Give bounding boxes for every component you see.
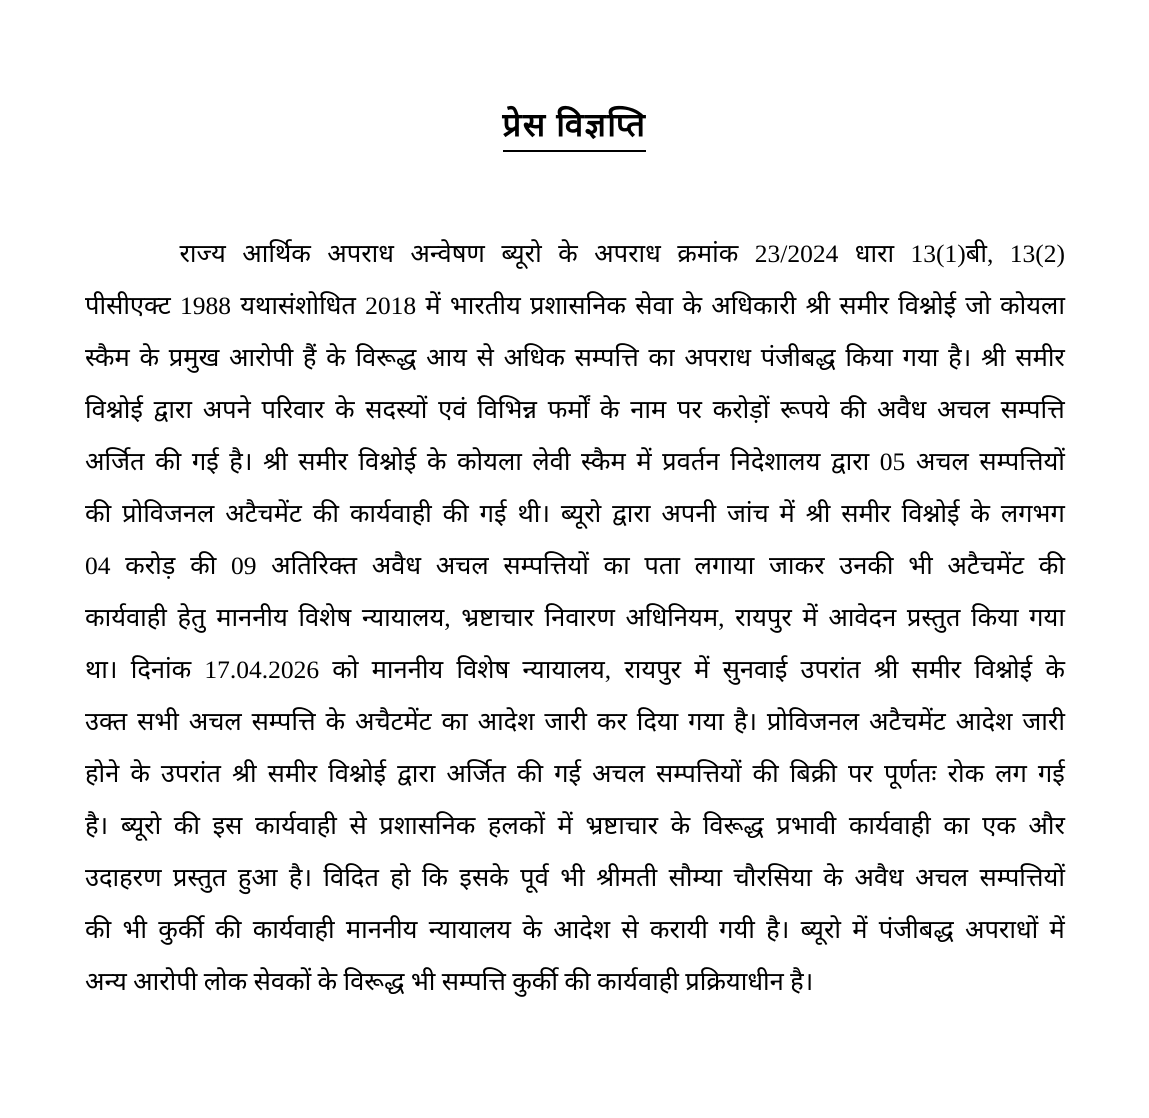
word: भी — [908, 551, 933, 580]
word: भ्रष्टाचार — [585, 811, 659, 840]
word: पंजीबद्ध — [760, 343, 836, 372]
word: हुआ — [237, 863, 278, 892]
word: विश्नोई — [85, 395, 143, 424]
word: आवेदन — [828, 603, 897, 632]
word: न्यायालय, — [361, 603, 451, 632]
word: अधिक — [503, 343, 565, 372]
word: आर्थिक — [242, 239, 311, 268]
word: है। — [766, 915, 790, 944]
paragraph-line — [85, 488, 1065, 540]
word: की — [85, 915, 112, 944]
word: गया — [688, 707, 724, 736]
word: ब्यूरो — [800, 915, 842, 944]
word: है। — [948, 343, 972, 372]
word: का — [943, 811, 970, 840]
word: पर — [676, 395, 702, 424]
word: प्रस्तुत — [172, 863, 227, 892]
word: स्कैम — [581, 447, 626, 476]
word: कोयला — [456, 447, 522, 476]
word: 09 — [230, 551, 257, 580]
word: से — [476, 343, 494, 372]
word: की — [173, 811, 200, 840]
word: की — [1038, 551, 1065, 580]
word: एवं — [438, 395, 467, 424]
word: अटैचमेंट — [869, 707, 946, 736]
word: की — [442, 499, 469, 528]
paragraph-line — [85, 280, 1065, 332]
word: पूर्व — [520, 863, 549, 892]
word: अचल — [592, 759, 645, 788]
word: 05 — [879, 447, 906, 476]
word: ब्यूरो — [560, 499, 602, 528]
word: अपराधों — [964, 915, 1039, 944]
word: में — [852, 915, 868, 944]
paragraph-line — [85, 800, 1065, 852]
word: अचैटमेंट — [355, 707, 432, 736]
word: स्कैम — [85, 343, 130, 372]
word: प्रभावी — [776, 811, 837, 840]
word: 23/2024 — [754, 239, 839, 268]
word: श्री — [263, 447, 288, 476]
word: की — [155, 447, 182, 476]
word: अवैध — [876, 395, 927, 424]
word: हैं — [302, 343, 317, 372]
word: भी — [122, 915, 147, 944]
word: हो — [390, 863, 411, 892]
document-title-container — [0, 84, 1149, 174]
word: होने — [85, 759, 120, 788]
word: 13(1)बी, — [910, 239, 994, 268]
paragraph-line — [85, 904, 1065, 956]
word: अपने — [202, 395, 251, 424]
word: के — [823, 863, 843, 892]
word: आदेश — [477, 707, 535, 736]
word: में — [1049, 915, 1065, 944]
word: की — [215, 915, 242, 944]
word: अचल — [188, 707, 242, 736]
word: की — [516, 759, 544, 788]
word: में — [425, 291, 441, 320]
word: के — [1045, 655, 1065, 684]
word: कार्यवाही — [85, 603, 167, 632]
word: जाकर — [769, 551, 825, 580]
word: समीर — [911, 655, 962, 684]
paragraph-line — [85, 384, 1065, 436]
word: में — [779, 499, 795, 528]
word: द्वारा — [153, 395, 192, 424]
word: कार्यवाही — [252, 915, 335, 944]
word: बिक्री — [789, 759, 838, 788]
word: से — [621, 915, 639, 944]
word: का — [648, 343, 675, 372]
word: न्यायालय — [428, 915, 512, 944]
word: राज्य — [179, 239, 226, 268]
word: करोड़ — [125, 551, 176, 580]
word: अचल — [915, 863, 969, 892]
word: 04 — [85, 551, 111, 580]
word: विश्नोई — [974, 655, 1033, 684]
word: समीर — [267, 759, 318, 788]
word: लग — [995, 759, 1027, 788]
word: के — [599, 395, 620, 424]
word: 2018 — [365, 291, 417, 320]
word: अतिरिक्त — [271, 551, 358, 580]
word: दिनांक — [130, 655, 192, 684]
word: प्रस्तुत — [906, 603, 961, 632]
word: के — [426, 447, 447, 476]
word: के — [970, 499, 991, 528]
word: आदेश — [553, 915, 611, 944]
word: रायपुर — [624, 655, 682, 684]
paragraph-line — [85, 696, 1065, 748]
word: सौम्या — [668, 863, 723, 892]
word: गई — [1037, 759, 1065, 788]
word: श्री — [980, 343, 1006, 372]
word: रूपये — [780, 395, 830, 424]
word: अपनी — [661, 499, 717, 528]
word: गई — [191, 447, 219, 476]
word: भी — [560, 863, 585, 892]
paragraph-line — [85, 540, 1065, 592]
word: है। — [288, 863, 313, 892]
word: द्वारा — [397, 759, 436, 788]
word: ब्यूरो — [501, 239, 542, 268]
word: किया — [845, 343, 893, 372]
word: आय — [426, 343, 467, 372]
word: समीर — [839, 291, 889, 320]
word: लेवी — [532, 447, 571, 476]
paragraph-line — [85, 332, 1065, 384]
word: की — [312, 499, 339, 528]
word: विरूद्ध — [702, 811, 764, 840]
paragraph-line — [85, 592, 1065, 644]
word: अचल — [435, 551, 489, 580]
word: में — [802, 603, 818, 632]
word: क्रमांक — [677, 239, 739, 268]
word: के — [522, 915, 542, 944]
word: यथासंशोधित — [240, 291, 356, 320]
word: 1988 — [180, 291, 232, 320]
word: उक्त — [85, 707, 128, 736]
word: करायी — [649, 915, 708, 944]
word: परिवार — [261, 395, 325, 424]
word: प्रोविजनल — [766, 707, 860, 736]
word: अटैचमेंट — [225, 499, 302, 528]
word: विशेष — [456, 655, 510, 684]
word: कि — [421, 863, 449, 892]
word: का — [441, 707, 468, 736]
word: पूर्णतः — [883, 759, 937, 788]
word: धारा — [854, 239, 895, 268]
word: रायपुर — [735, 603, 792, 632]
page-title: प्रेस विज्ञप्ति — [503, 106, 647, 152]
word: अर्जित — [85, 447, 145, 476]
word: श्रीमती — [596, 863, 658, 892]
word: समीर — [841, 499, 891, 528]
word: अवैध — [371, 551, 422, 580]
word: प्रमुख — [168, 343, 220, 372]
word: से — [349, 811, 367, 840]
word: विशेष — [298, 603, 352, 632]
word: के — [682, 291, 703, 320]
word: है। — [733, 707, 758, 736]
word: आरोपी — [229, 343, 294, 372]
word: इसके — [459, 863, 509, 892]
word: गई — [554, 759, 582, 788]
word: अचल — [915, 447, 969, 476]
word: विश्नोई — [901, 499, 960, 528]
word: कार्यवाही — [254, 811, 337, 840]
word: के — [558, 239, 578, 268]
word: कर — [596, 707, 627, 736]
word: किया — [970, 603, 1019, 632]
word: एक — [982, 811, 1016, 840]
word: और — [1028, 811, 1065, 840]
word: चौरसिया — [733, 863, 812, 892]
word: सम्पत्तियों — [979, 447, 1065, 476]
word: लगभग — [1000, 499, 1065, 528]
word: न्यायालय, — [522, 655, 612, 684]
word: के — [130, 759, 150, 788]
word: उपरांत — [800, 655, 861, 684]
word: पंजीबद्ध — [878, 915, 954, 944]
paragraph-line: अन्य आरोपी लोक सेवकों के विरूद्ध भी सम्पत्ति कुर्की की कार्यवाही प्रक्रियाधीन है। — [85, 967, 814, 996]
word: रोक — [947, 759, 985, 788]
word: 17.04.2026 — [204, 655, 320, 684]
word: विरूद्ध — [355, 343, 417, 372]
word: द्वारा — [830, 447, 870, 476]
paragraph-line — [85, 644, 1065, 696]
word: अधिकारी — [711, 291, 797, 320]
word: विश्नोई — [898, 291, 957, 320]
word: विश्नोई — [358, 447, 417, 476]
word: की — [840, 395, 867, 424]
word: की — [85, 499, 112, 528]
word: अधिनियम, — [625, 603, 725, 632]
word: कुर्की — [158, 915, 205, 944]
word: श्री — [873, 655, 899, 684]
word: अटैचमेंट — [947, 551, 1025, 580]
word: प्रोविजनल — [122, 499, 215, 528]
word: के — [139, 343, 160, 372]
word: जांच — [726, 499, 769, 528]
word: कार्यवाही — [848, 811, 931, 840]
word: हलकों — [487, 811, 545, 840]
word: की — [752, 759, 779, 788]
word: इस — [212, 811, 243, 840]
word: अपराध — [327, 239, 394, 268]
word: हेतु — [177, 603, 206, 632]
word: निदेशालय — [730, 447, 821, 476]
word: माननीय — [371, 655, 444, 684]
word: उदाहरण — [85, 863, 162, 892]
word: श्री — [805, 499, 831, 528]
word: फर्मों — [547, 395, 590, 424]
word: के — [326, 343, 346, 372]
word: में — [694, 655, 710, 684]
word: में — [636, 447, 652, 476]
word: माननीय — [345, 915, 418, 944]
word: की — [190, 551, 217, 580]
word: श्री — [805, 291, 831, 320]
press-release-body — [85, 228, 1065, 1008]
word: सम्पत्तियों — [656, 759, 742, 788]
word: विभिन्न — [477, 395, 537, 424]
word: गयी — [719, 915, 755, 944]
word: माननीय — [216, 603, 288, 632]
word: नाम — [630, 395, 667, 424]
word: 13(2) — [1009, 239, 1065, 268]
paragraph-line — [85, 852, 1065, 904]
word: दिया — [636, 707, 679, 736]
word: ब्यूरो — [120, 811, 162, 840]
word: जारी — [1022, 707, 1065, 736]
paragraph-line — [85, 228, 1065, 280]
word: सम्पत्ति — [1000, 395, 1065, 424]
word: पता — [644, 551, 680, 580]
word: सम्पत्ति — [251, 707, 316, 736]
word: प्रवर्तन — [662, 447, 720, 476]
word: निवारण — [544, 603, 615, 632]
word: उनकी — [839, 551, 894, 580]
word: गया — [902, 343, 939, 372]
word: अन्वेषण — [410, 239, 485, 268]
word: के — [325, 707, 346, 736]
word: कोयला — [1000, 291, 1065, 320]
word: पीसीएक्ट — [85, 291, 171, 320]
word: अचल — [937, 395, 990, 424]
word: जारी — [544, 707, 587, 736]
word: अपराध — [684, 343, 751, 372]
word: में — [557, 811, 573, 840]
word: लगाया — [694, 551, 755, 580]
word: करोड़ों — [712, 395, 770, 424]
word: विश्नोई — [328, 759, 387, 788]
word: है। — [229, 447, 253, 476]
word: सम्पत्तियों — [979, 863, 1065, 892]
word: का — [603, 551, 630, 580]
word: कार्यवाही — [349, 499, 432, 528]
word: पर — [848, 759, 873, 788]
word: सुनवाई — [722, 655, 788, 684]
word: उपरांत — [160, 759, 221, 788]
word: प्रशासनिक — [379, 811, 476, 840]
word: के — [334, 395, 355, 424]
word: विदित — [323, 863, 379, 892]
word: समीर — [298, 447, 348, 476]
word: सम्पत्ति — [574, 343, 639, 372]
word: गई — [479, 499, 507, 528]
word: अपराध — [594, 239, 661, 268]
word: गया — [1029, 603, 1065, 632]
word: जो — [965, 291, 991, 320]
word: प्रशासनिक — [529, 291, 626, 320]
word: अर्जित — [446, 759, 506, 788]
word: था। — [85, 655, 118, 684]
word: भ्रष्टाचार — [461, 603, 534, 632]
word: है। — [85, 811, 109, 840]
word: के — [670, 811, 691, 840]
word: सेवा — [635, 291, 674, 320]
word: को — [332, 655, 359, 684]
word: सम्पत्तियों — [503, 551, 589, 580]
paragraph-line — [85, 436, 1065, 488]
word: अवैध — [854, 863, 904, 892]
word: सभी — [137, 707, 179, 736]
paragraph-line — [85, 748, 1065, 800]
word: थी। — [517, 499, 551, 528]
word: आदेश — [955, 707, 1013, 736]
word: सदस्यों — [365, 395, 428, 424]
word: श्री — [231, 759, 257, 788]
word: भारतीय — [449, 291, 521, 320]
word: द्वारा — [612, 499, 651, 528]
word: समीर — [1015, 343, 1065, 372]
